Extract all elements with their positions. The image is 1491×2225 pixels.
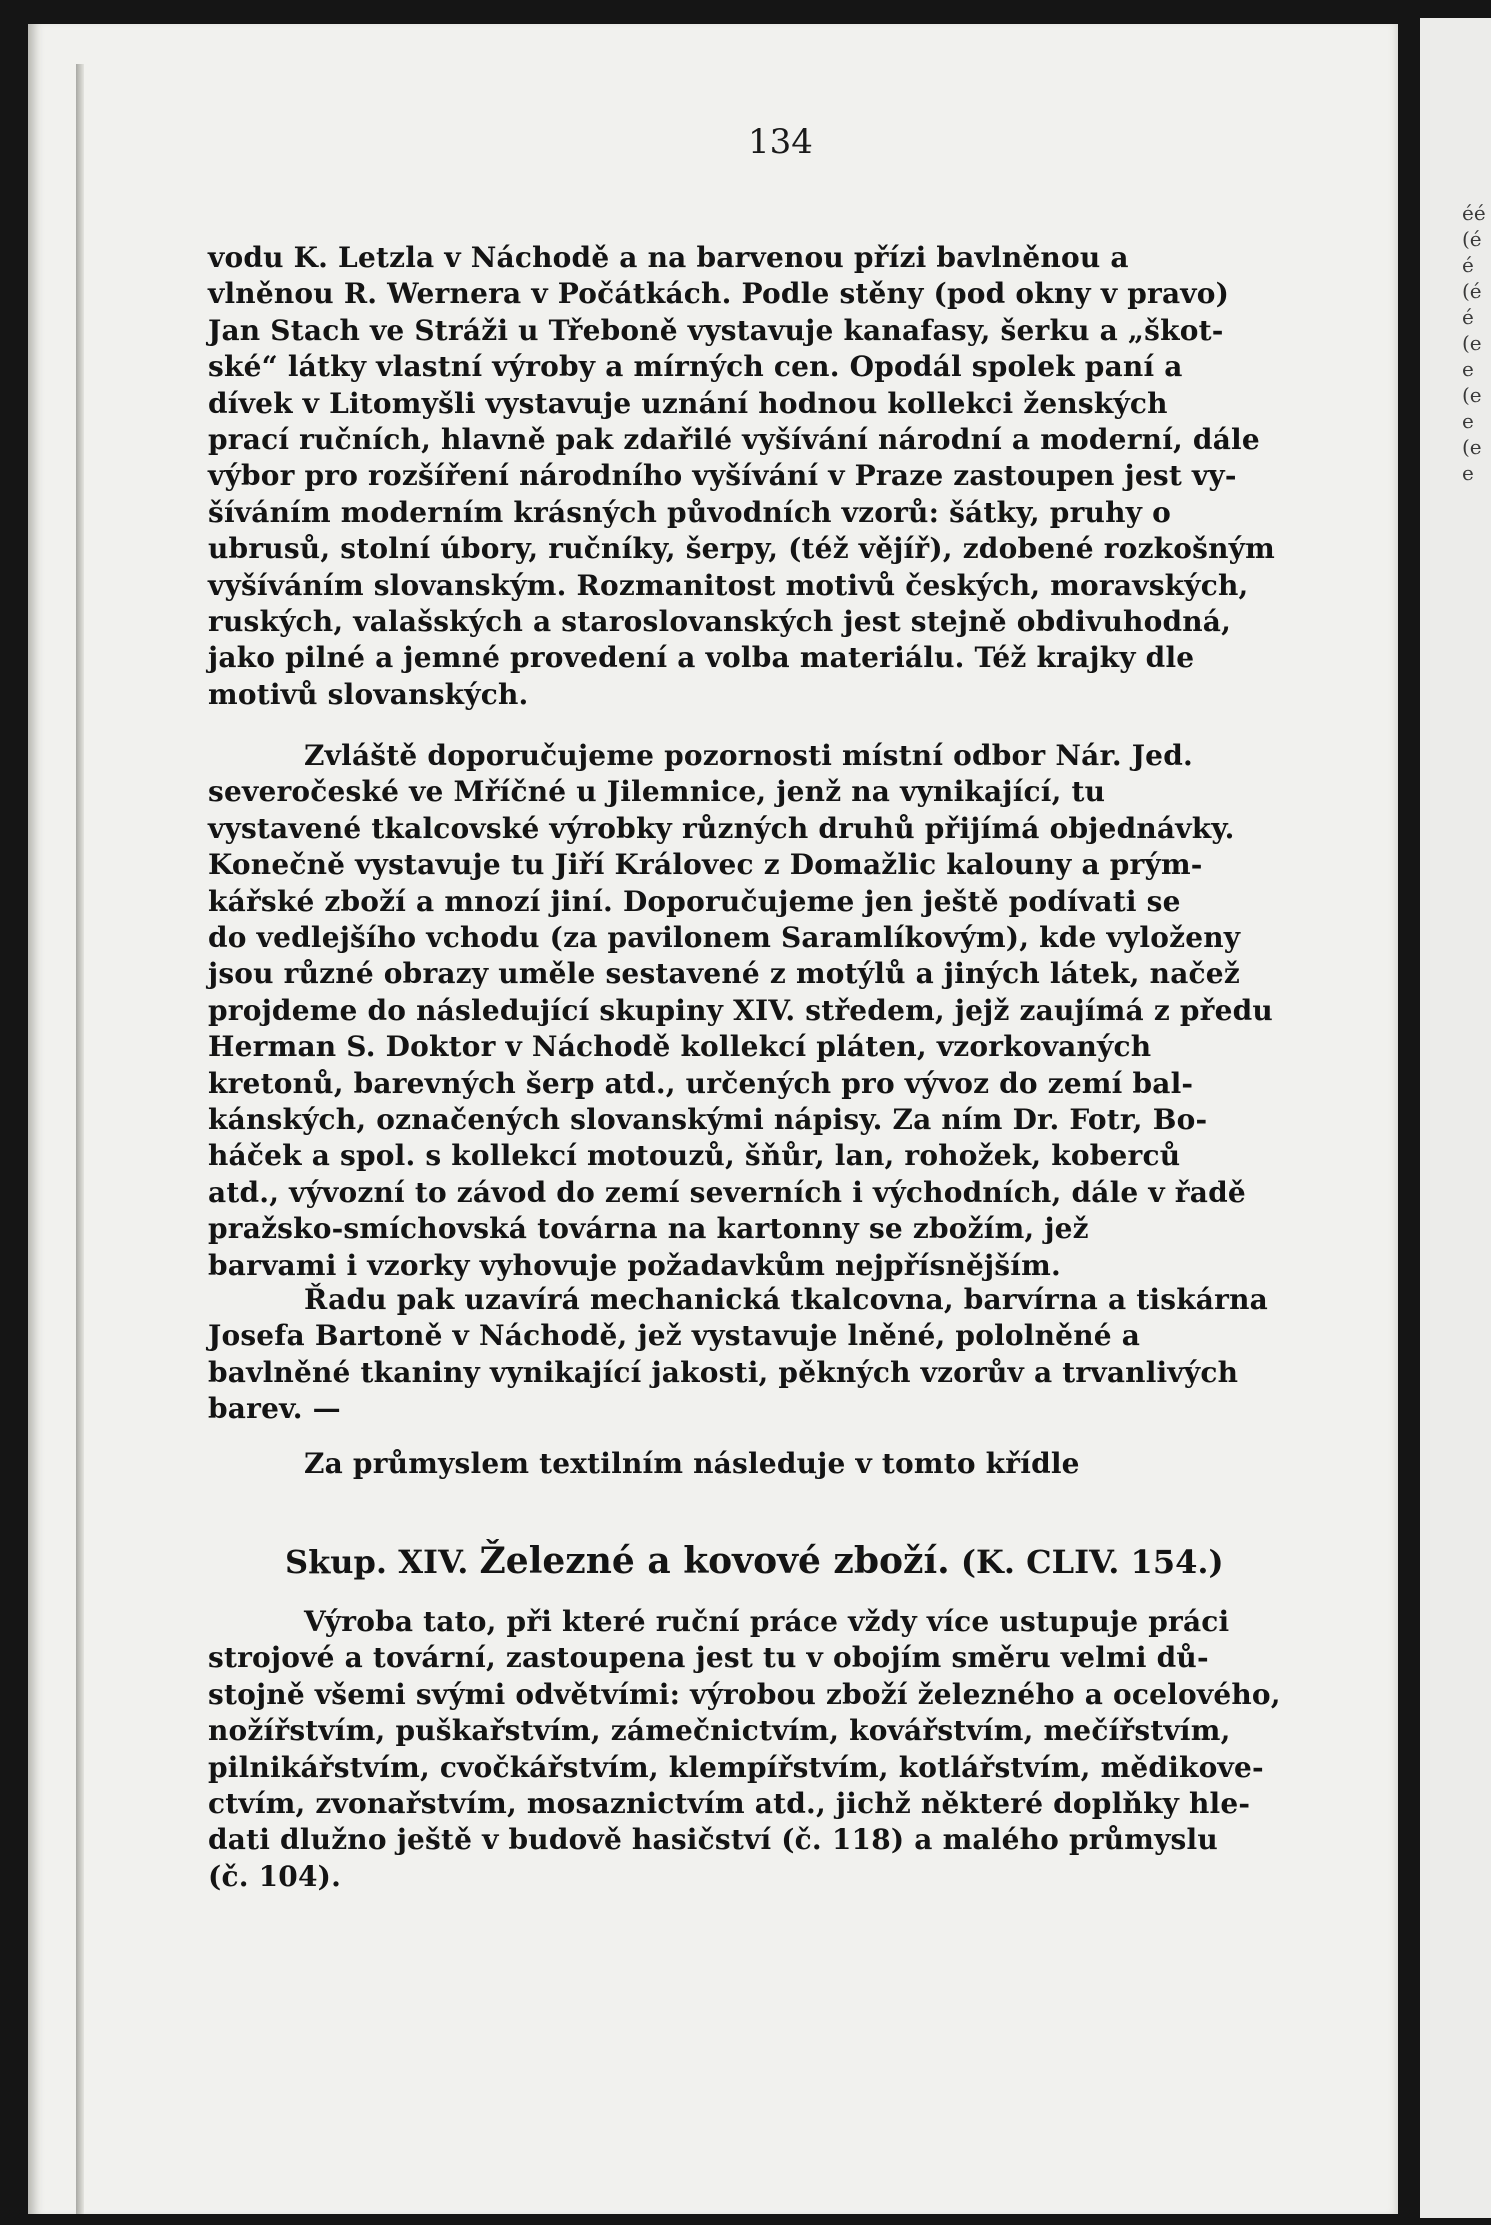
text-line: ruských, valašských a staroslovanských jest stejně obdivuhodná,: [208, 605, 1232, 639]
text-line: Výroba tato, při které ruční práce vždy více ustupuje práci: [304, 1605, 1230, 1638]
text-line: vodu K. Letzla v Náchodě a na barvenou přízi bavlněnou a: [208, 241, 1129, 274]
paragraph-1: [208, 240, 1326, 713]
text-line: kretonů, barevných šerp atd., určených pro vývoz do zemí bal-: [208, 1066, 1194, 1100]
text-line: (č. 104).: [208, 1859, 342, 1893]
section-heading: [285, 1540, 1325, 1582]
page-gutter-shadow: [76, 64, 84, 2214]
text-line: do vedlejšího vchodu (za pavilonem Saramlíkovým), kde vyloženy: [208, 921, 1241, 955]
text-line: Josefa Bartoně v Náchodě, jež vystavuje lněné, pololněné a: [208, 1319, 1141, 1353]
text-line: pražsko-smíchovská továrna na kartonny se zbožím, jež: [208, 1212, 1089, 1246]
text-line: atd., vývozní to závod do zemí severních i východních, dále v řadě: [208, 1175, 1246, 1209]
text-line: dati dlužno ještě v budově hasičství (č. 118) a malého průmyslu: [208, 1823, 1218, 1857]
text-line: jsou různé obrazy uměle sestavené z motýlů a jiných látek, načež: [208, 957, 1240, 991]
text-line: Herman S. Doktor v Náchodě kollekcí pláten, vzorkovaných: [208, 1030, 1152, 1064]
text-line: bavlněné tkaniny vynikající jakosti, pěkných vzorův a trvanlivých: [208, 1355, 1239, 1389]
text-line: projdeme do následující skupiny XIV. středem, jejž zaujímá z předu: [208, 993, 1273, 1027]
text-line: nožířstvím, puškařstvím, zámečnictvím, kovářstvím, mečířstvím,: [208, 1714, 1231, 1748]
paragraph-3: [208, 1282, 1326, 1428]
text-line: strojové a tovární, zastoupena jest tu v obojím směru velmi dů-: [208, 1641, 1209, 1675]
text-line: ské“ látky vlastní výroby a mírných cen. Opodál spolek paní a: [208, 350, 1183, 384]
text-line: ctvím, zvonařstvím, mosaznictvím atd., jichž některé doplňky hle-: [208, 1787, 1251, 1821]
text-line: barev. —: [208, 1392, 341, 1426]
paragraph-5: [208, 1604, 1326, 1895]
page-number: 134: [748, 122, 813, 162]
text-line: šíváním moderním krásných původních vzorů: šátky, pruhy o: [208, 495, 1171, 529]
text-line: Za průmyslem textilním následuje v tomto křídle: [304, 1447, 1080, 1480]
text-line: kánských, označených slovanskými nápisy. Za ním Dr. Fotr, Bo-: [208, 1103, 1208, 1137]
paragraph-2: [208, 738, 1326, 1284]
text-line: barvami i vzorky vyhovuje požadavkům nejpřísnějším.: [208, 1248, 1061, 1282]
text-line: ubrusů, stolní úbory, ručníky, šerpy, (též vějíř), zdobené rozkošným: [208, 532, 1275, 566]
adjacent-page-fragment: éé(éé(éé(ee(ee(ee: [1462, 201, 1486, 485]
text-line: jako pilné a jemné provedení a volba materiálu. Též krajky dle: [208, 641, 1195, 675]
text-line: prací ručních, hlavně pak zdařilé vyšívání národní a moderní, dále: [208, 423, 1260, 457]
text-line: vyšíváním slovanským. Rozmanitost motivů českých, moravských,: [208, 568, 1249, 602]
text-line: výbor pro rozšíření národního vyšívání v Praze zastoupen jest vy-: [208, 459, 1237, 493]
text-line: kářské zboží a mnozí jiní. Doporučujeme jen ještě podívati se: [208, 884, 1181, 918]
text-line: motivů slovanských.: [208, 677, 529, 711]
text-line: Řadu pak uzavírá mechanická tkalcovna, barvírna a tiskárna: [304, 1283, 1268, 1316]
section-prefix: Skup. XIV.: [285, 1543, 469, 1581]
section-suffix: (K. CLIV. 154.): [960, 1543, 1224, 1581]
text-line: vystavené tkalcovské výrobky různých druhů přijímá objednávky.: [208, 811, 1235, 845]
text-line: vlněnou R. Wernera v Počátkách. Podle stěny (pod okny v pravo): [208, 277, 1230, 311]
text-line: Konečně vystavuje tu Jiří Královec z Domažlic kalouny a prým-: [208, 848, 1203, 882]
section-title: Železné a kovové zboží.: [479, 1540, 950, 1582]
text-line: háček a spol. s kollekcí motouzů, šňůr, lan, rohožek, koberců: [208, 1139, 1181, 1173]
text-line: severočeské ve Mříčné u Jilemnice, jenž na vynikající, tu: [208, 775, 1106, 809]
text-line: stojně všemi svými odvětvími: výrobou zboží železného a ocelového,: [208, 1677, 1281, 1711]
paragraph-4: [208, 1446, 1326, 1482]
text-line: dívek v Litomyšli vystavuje uznání hodnou kollekci ženských: [208, 386, 1168, 420]
text-line: pilnikářstvím, cvočkářstvím, klempířstvím, kotlářstvím, mědikove-: [208, 1750, 1264, 1784]
text-line: Zvláště doporučujeme pozornosti místní odbor Nár. Jed.: [304, 739, 1193, 772]
text-line: Jan Stach ve Stráži u Třeboně vystavuje kanafasy, šerku a „škot-: [208, 313, 1224, 347]
